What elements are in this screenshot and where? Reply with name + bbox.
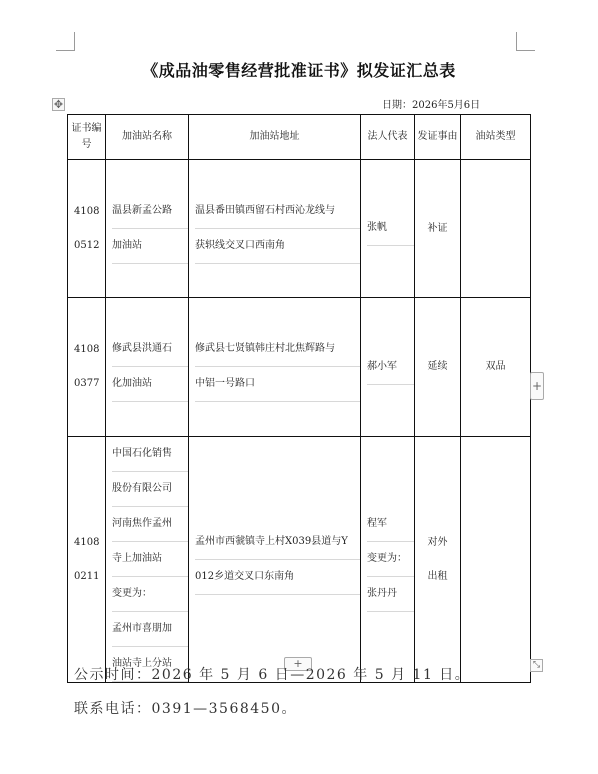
cell-text-line: 双品	[485, 361, 506, 372]
cell-text-line: 0377	[74, 378, 100, 389]
cell-text-line: 修武县七贤镇韩庄村北焦辉路与	[195, 332, 360, 367]
header-reason	[415, 115, 461, 160]
table-row	[68, 160, 531, 298]
cell-rep	[361, 298, 415, 437]
cell-reason	[415, 298, 461, 437]
cell-text-line: 代表	[387, 131, 408, 142]
cell-text-line: 延续	[427, 361, 448, 372]
cell-text-line: 4108	[74, 205, 100, 217]
cell-name	[106, 437, 189, 683]
cell-text-line: 4108	[74, 344, 100, 355]
cell-rep	[361, 160, 415, 298]
cell-text-line: 变更为：	[367, 542, 414, 577]
cell-reason	[415, 437, 461, 683]
cell-type	[461, 437, 531, 683]
cell-text-line: 温县番田镇西留石村西沁龙线与	[195, 194, 360, 229]
cell-text-line: 类型	[495, 131, 516, 142]
add-row-plus-icon[interactable]: +	[284, 657, 312, 671]
cell-reason	[415, 160, 461, 298]
cell-text-line: 编号	[81, 123, 102, 150]
cell-text-line: 油站寺上分站	[112, 647, 188, 682]
cell-text-line: 对外	[427, 536, 448, 548]
cell-text-line: 4108	[74, 536, 100, 548]
summary-table	[67, 114, 531, 683]
cell-code	[68, 437, 106, 683]
cell-text-line: 012乡道交叉口东南角	[195, 560, 360, 595]
header-name	[106, 115, 189, 160]
cell-address	[189, 437, 361, 683]
publicity-period: 公示时间：2026 年 5 月 6 日—2026 年 5 月 11 日。	[74, 667, 471, 683]
add-column-plus-icon[interactable]: +	[530, 372, 544, 400]
cell-text-line: 油站	[475, 131, 496, 142]
cell-text-line: 张丹丹	[367, 577, 414, 612]
cell-text-line: 股份有限公司	[112, 472, 188, 507]
contact-phone: 联系电话：0391—3568450。	[74, 701, 297, 717]
move-table-icon[interactable]: ✥	[53, 98, 64, 111]
cell-text-line: 证书	[71, 123, 92, 134]
cell-text-line: 中铝一号路口	[195, 367, 360, 402]
cell-text-line: 加油站名称	[122, 131, 172, 142]
header-address	[189, 115, 361, 160]
document-date: 日期：2026年5月6日	[382, 100, 481, 111]
page-corner-mark-top-right	[516, 32, 535, 51]
cell-type	[461, 298, 531, 437]
resize-table-icon[interactable]: ⤡	[530, 659, 543, 672]
page-corner-mark-top-left	[56, 32, 75, 51]
cell-text-line: 0211	[74, 570, 100, 582]
cell-text-line: 事由	[437, 131, 458, 142]
cell-text-line: 获轵线交叉口西南角	[195, 229, 360, 264]
document-title: 《成品油零售经营批准证书》拟发证汇总表	[142, 61, 456, 80]
cell-address	[189, 298, 361, 437]
cell-name	[106, 298, 189, 437]
cell-text-line: 化加油站	[112, 367, 188, 402]
cell-code	[68, 160, 106, 298]
cell-text-line: 程军	[367, 507, 414, 542]
cell-text-line: 河南焦作孟州	[112, 507, 188, 542]
cell-type	[461, 160, 531, 298]
header-rep	[361, 115, 415, 160]
table-row	[68, 437, 531, 683]
cell-text-line: 发证	[417, 131, 438, 142]
cell-rep	[361, 437, 415, 683]
table-row	[68, 298, 531, 437]
cell-code	[68, 298, 106, 437]
cell-text-line: 张帆	[367, 211, 414, 246]
cell-text-line: 中国石化销售	[112, 437, 188, 472]
cell-text-line: 寺上加油站	[112, 542, 188, 577]
cell-text-line: 法人	[367, 131, 388, 142]
cell-text-line: 加油站地址	[249, 131, 300, 142]
cell-text-line: 郝小军	[367, 350, 414, 385]
cell-text-line: 孟州市喜朋加	[112, 612, 188, 647]
cell-text-line: 修武县洪通石	[112, 332, 188, 367]
table-header-row	[68, 115, 531, 160]
cell-text-line: 0512	[74, 239, 100, 251]
header-type	[461, 115, 531, 160]
cell-text-line: 孟州市西虢镇寺上村X039县道与Y	[195, 525, 360, 560]
cell-address	[189, 160, 361, 298]
cell-name	[106, 160, 189, 298]
cell-text-line: 补证	[427, 222, 448, 234]
header-code	[68, 115, 106, 160]
cell-text-line: 变更为：	[112, 577, 188, 612]
cell-text-line: 加油站	[112, 229, 188, 264]
cell-text-line: 温县新孟公路	[112, 194, 188, 229]
cell-text-line: 出租	[427, 570, 448, 582]
